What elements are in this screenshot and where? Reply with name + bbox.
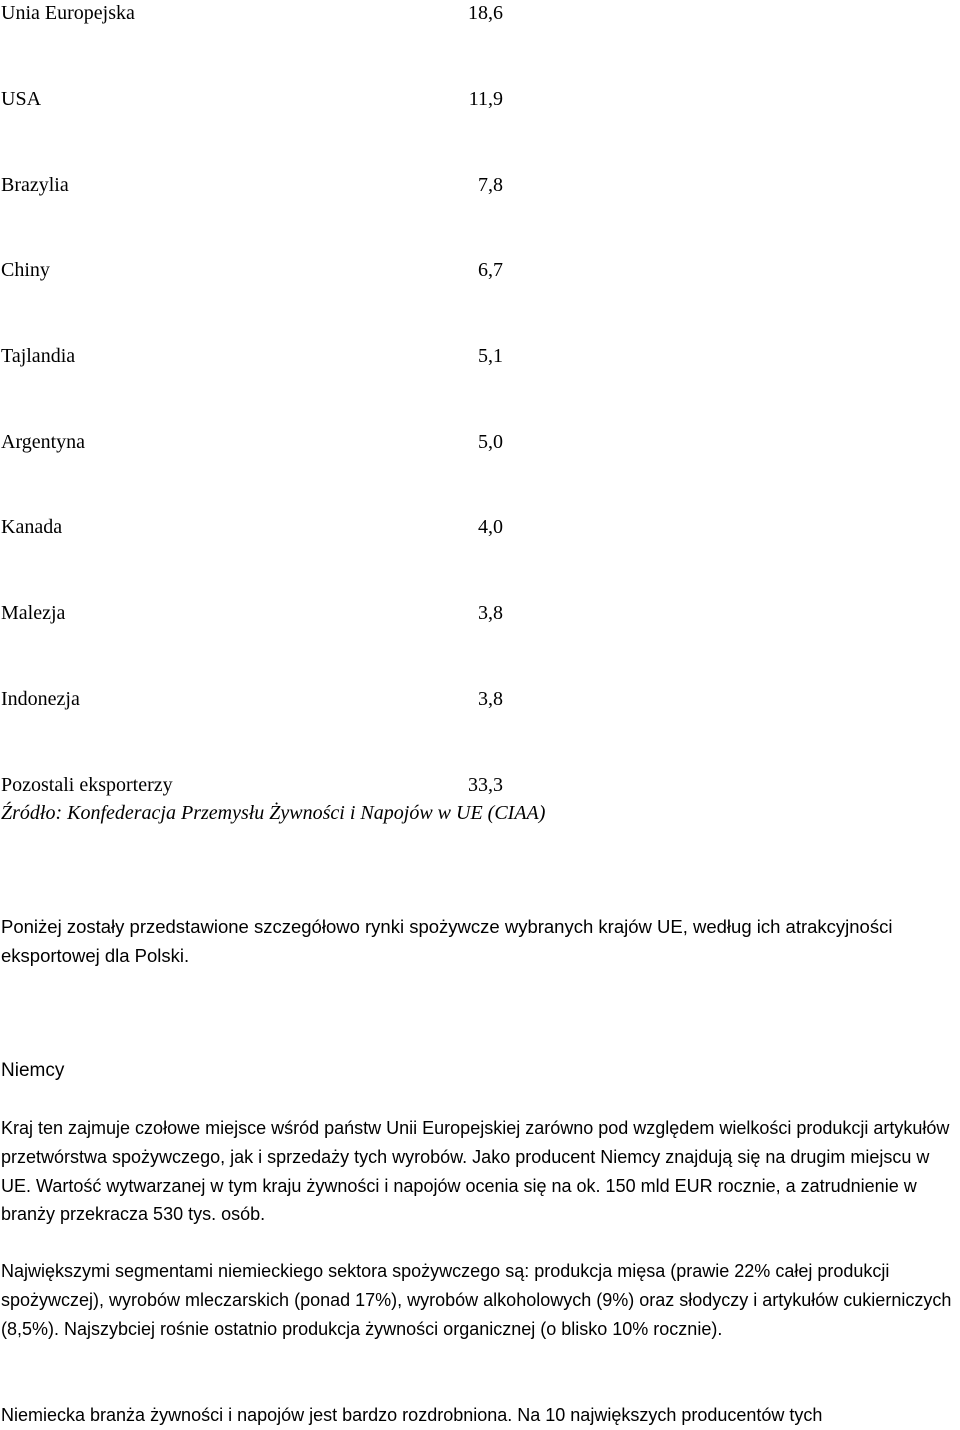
country-name: Pozostali eksporterzy bbox=[1, 774, 173, 796]
country-name: Tajlandia bbox=[1, 345, 76, 367]
table-row bbox=[0, 343, 503, 369]
table-row bbox=[0, 0, 503, 26]
intro-paragraph: Poniżej zostały przedstawione szczegółowo rynki spożywcze wybranych krajów UE, według ich atrakcyjności eksportowej dla Polski. bbox=[1, 916, 893, 966]
table-row bbox=[0, 172, 503, 198]
share-value: 5,1 bbox=[478, 345, 503, 367]
table-row bbox=[0, 686, 503, 712]
country-name: Malezja bbox=[1, 602, 66, 624]
share-value: 7,8 bbox=[478, 174, 503, 196]
share-value: 4,0 bbox=[478, 516, 503, 538]
share-value: 5,0 bbox=[478, 431, 503, 453]
share-value: 33,3 bbox=[468, 774, 503, 796]
table-source-note: Źródło: Konfederacja Przemysłu Żywności i Napojów w UE (CIAA) bbox=[1, 802, 546, 824]
table-row bbox=[0, 429, 503, 455]
section-heading: Niemcy bbox=[1, 1060, 65, 1081]
country-name: Indonezja bbox=[1, 688, 80, 710]
share-value: 18,6 bbox=[468, 2, 503, 24]
country-name: USA bbox=[1, 88, 42, 110]
country-name: Brazylia bbox=[1, 174, 69, 196]
table-row bbox=[0, 600, 503, 626]
country-name: Unia Europejska bbox=[1, 2, 135, 24]
share-value: 6,7 bbox=[478, 259, 503, 281]
table-row bbox=[0, 514, 503, 540]
share-value: 11,9 bbox=[468, 88, 503, 110]
country-name: Argentyna bbox=[1, 431, 86, 453]
table-row bbox=[0, 86, 503, 112]
table-row bbox=[0, 772, 503, 798]
country-name: Chiny bbox=[1, 259, 50, 281]
country-name: Kanada bbox=[1, 516, 63, 538]
body-paragraph: Kraj ten zajmuje czołowe miejsce wśród państw Unii Europejskiej zarówno pod względem wielkości produkcji artykułów przetwórstwa spożywczego, jak i sprzedaży tych wyrobów. Jako producent Niemcy znajdują się na drugim miejscu w UE. Wartość wytwarzanej w tym kraju żywności i napojów ocenia się na ok. 150 mld EUR rocznie, a zatrudnienie w branży przekracza 530 tys. osób. bbox=[1, 1118, 950, 1225]
body-paragraph: Niemiecka branża żywności i napojów jest bardzo rozdrobniona. Na 10 największych producentów tych bbox=[1, 1405, 823, 1425]
share-value: 3,8 bbox=[478, 602, 503, 624]
share-value: 3,8 bbox=[478, 688, 503, 710]
table-row bbox=[0, 257, 503, 283]
body-paragraph: Największymi segmentami niemieckiego sektora spożywczego są: produkcja mięsa (prawie 22% całej produkcji spożywczej), wyrobów mleczarskich (ponad 17%), wyrobów alkoholowych (9%) oraz słodyczy i artykułów cukierniczych (8,5%). Najszybciej rośnie ostatnio produkcja żywności organicznej (o blisko 10% rocznie). bbox=[1, 1261, 952, 1339]
